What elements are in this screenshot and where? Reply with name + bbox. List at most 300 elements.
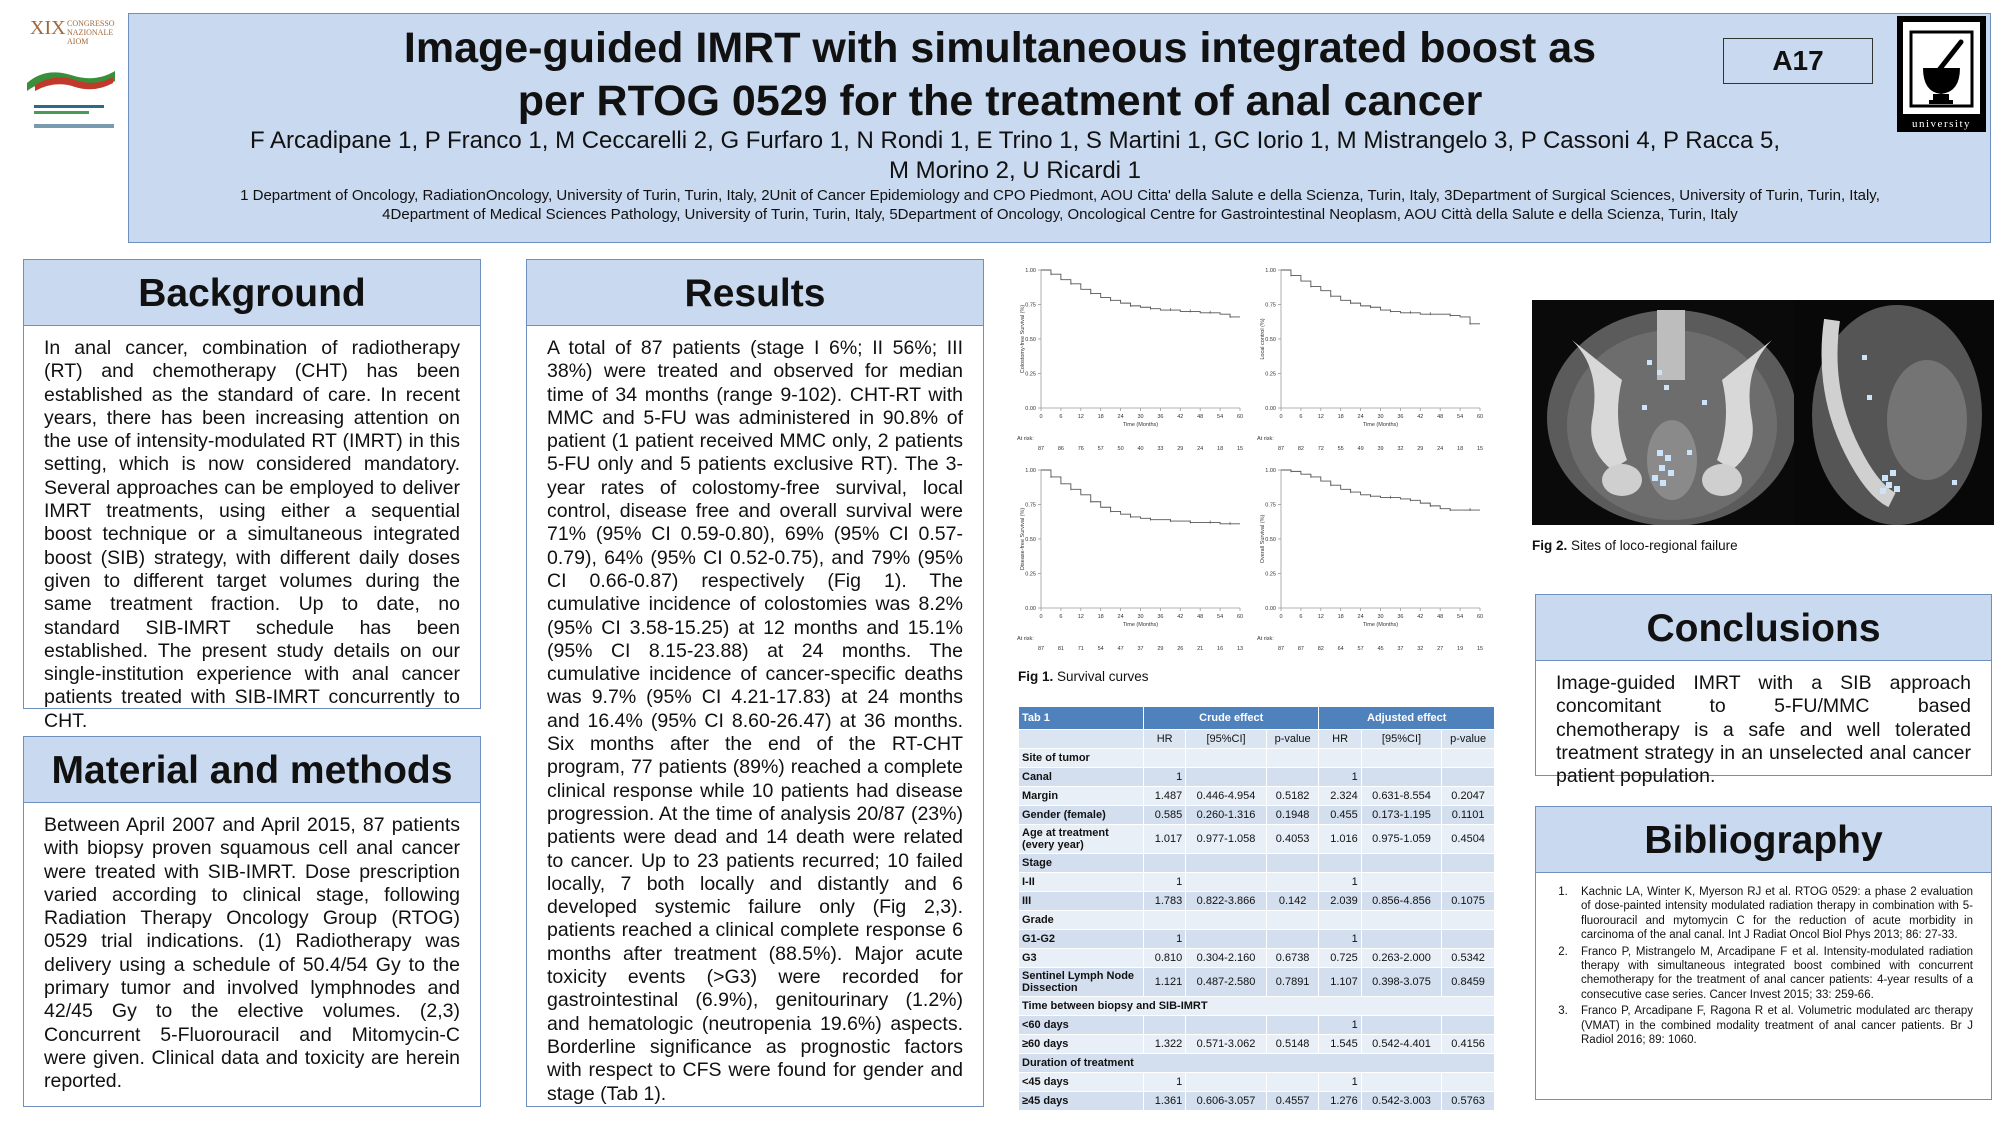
table-row — [1019, 749, 1495, 768]
fig2-label: Fig 2. — [1532, 538, 1568, 553]
at-risk-label: At risk: — [1257, 636, 1274, 642]
table-group-crude: Crude effect — [1144, 707, 1319, 730]
table-subheader: HR — [1144, 730, 1186, 749]
at-risk-count: 21 — [1197, 646, 1204, 652]
table-cell: 0.571-3.062 — [1186, 1035, 1266, 1054]
table-row-label: <60 days — [1019, 1016, 1144, 1035]
table-row-label: Margin — [1019, 787, 1144, 806]
table-cell: 0.5148 — [1266, 1035, 1319, 1054]
table-cell: 0.173-1.195 — [1361, 806, 1441, 825]
at-risk-count: 37 — [1397, 646, 1404, 652]
y-tick-label: 0.50 — [1265, 537, 1276, 543]
conclusions-heading: Conclusions — [1535, 594, 1992, 661]
results-text: A total of 87 patients (stage I 6%; II 56%; III 38%) were treated and observed for median time of 34 months (range 9-102). CHT-RT with MMC and 5-FU was administered in 90.8% of patient (1 patient received MMC only, 2 patients 5-FU only and 5 patients exclusive RT). The 3-year rates of colostomy-free survival, local control, disease free and overall survival were 71% (95% CI 0.59-0.80), 69% (95% CI 0.57-0.79), 64% (95% CI 0.52-0.75), and 79% (95% CI 0.66-0.87) respectively (Fig 1). The cumulative incidence of colostomies was 8.2% (95% CI 3.58-15.25) at 12 months and 15.1% (95% CI 8.15-23.88) at 24 months. The cumulative incidence of cancer-specific deaths was 9.7% (95% CI 4.21-17.83) at 24 months and 16.4% (95% CI 8.60-26.47) at 36 months. Six months after the end of the RT-CHT program, 77 patients (89%) reached a complete clinical response while 10 patients had disease progression. At the time of analysis 20/87 (23%) patients were dead and 14 death were related to cancer. Up to 23 patients recurred; 10 failed locally, 7 both locally and distantly and 6 developed systemic failure only (Fig 2,3). patients reached a clinical complete response 6 months after treatment (88.5%). Major acute toxicity events (>G3) were recorded for gastrointestinal (6.9%), genitourinary (1.2%) and hematologic (neutropenia 19.6%) aspects. Borderline significance as prognostic factors with respect to CFS were found for gender and stage (Tab 1). — [547, 337, 963, 1105]
y-tick-label: 1.00 — [1025, 268, 1036, 274]
methods-heading: Material and methods — [23, 736, 481, 803]
author-list — [230, 126, 1800, 186]
table-group-adjusted: Adjusted effect — [1319, 707, 1495, 730]
at-risk-count: 54 — [1097, 646, 1104, 652]
x-tick-label: 12 — [1077, 414, 1084, 420]
x-axis-label: Time (Months) — [1362, 622, 1399, 628]
km-chart-local-control — [1255, 262, 1495, 462]
table-cell — [1186, 749, 1266, 768]
y-tick-label: 1.00 — [1265, 268, 1276, 274]
x-tick-label: 12 — [1317, 414, 1324, 420]
table-cell — [1442, 1016, 1495, 1035]
x-tick-label: 0 — [1279, 414, 1283, 420]
x-tick-label: 60 — [1236, 414, 1244, 420]
at-risk-count: 24 — [1197, 446, 1204, 452]
table-cell — [1144, 749, 1186, 768]
at-risk-count: 29 — [1177, 446, 1184, 452]
italy-flag-swoosh-icon — [25, 65, 117, 95]
table-cell: 0.260-1.316 — [1186, 806, 1266, 825]
table-cell: 1 — [1319, 1016, 1361, 1035]
at-risk-count: 13 — [1236, 646, 1244, 652]
fig1-caption-text: Survival curves — [1057, 669, 1149, 684]
y-tick-label: 1.00 — [1025, 468, 1036, 474]
x-tick-label: 60 — [1236, 614, 1244, 620]
at-risk-count: 19 — [1457, 646, 1464, 652]
ct-images — [1532, 300, 1994, 525]
table-cell — [1186, 873, 1266, 892]
table-cell: 0.975-1.059 — [1361, 825, 1441, 854]
abstract-code: A17 — [1723, 38, 1873, 84]
table-cell: 0.542-3.003 — [1361, 1092, 1441, 1111]
bibliography-item: 3. Franco P, Arcadipane F, Ragona R et al. Volumetric modulated arc therapy (VMAT) in the combined modality treatment of anal cancer patients. Br J Radiol 2016; 89: 1060. — [1571, 1004, 1973, 1047]
table-body — [1019, 749, 1495, 1111]
table-cell: 1.322 — [1144, 1035, 1186, 1054]
at-risk-count: 15 — [1476, 446, 1484, 452]
y-tick-label: 0.50 — [1265, 337, 1276, 343]
table-cell: 0.606-3.057 — [1186, 1092, 1266, 1111]
table-row — [1019, 854, 1495, 873]
y-tick-label: 0.75 — [1025, 502, 1036, 509]
at-risk-count: 15 — [1236, 446, 1244, 452]
table-cell: 1.487 — [1144, 787, 1186, 806]
y-tick-label: 0.25 — [1265, 371, 1276, 378]
x-tick-label: 42 — [1417, 614, 1424, 620]
congress-logo — [22, 15, 122, 145]
at-risk-count: 32 — [1417, 646, 1424, 652]
at-risk-count: 57 — [1097, 446, 1104, 452]
y-tick-label: 0.50 — [1025, 537, 1036, 543]
conclusions-section — [1535, 661, 1992, 788]
at-risk-count: 33 — [1157, 446, 1164, 452]
table-subheader: [95%CI] — [1361, 730, 1441, 749]
background-heading: Background — [23, 259, 481, 326]
table-cell — [1186, 768, 1266, 787]
table-cell — [1144, 854, 1186, 873]
table-cell: 1 — [1319, 873, 1361, 892]
x-tick-label: 18 — [1097, 614, 1104, 620]
at-risk-label: At risk: — [1257, 436, 1274, 442]
table-cell — [1319, 854, 1361, 873]
x-axis-label: Time (Months) — [1122, 622, 1159, 628]
table-cell: 0.398-3.075 — [1361, 968, 1441, 997]
table-row-label: III — [1019, 892, 1144, 911]
table-cell — [1266, 854, 1319, 873]
at-risk-count: 82 — [1317, 646, 1324, 652]
table-cell: 0.446-4.954 — [1186, 787, 1266, 806]
y-axis-label: Overall Survival (%) — [1260, 514, 1266, 564]
affiliations-line-1: 1 Department of Oncology, RadiationOncology, University of Turin, Turin, Italy, 2Unit of Cancer Epidemiology and CPO Piedmont, AOU Citta' della Salute e della Scienza, Turin, Italy, 3Department of Surgical Sciences, University of Turin, Turin, Italy, — [240, 187, 1880, 204]
x-tick-label: 6 — [1299, 614, 1303, 620]
table-cell: 1 — [1144, 930, 1186, 949]
at-risk-count: 47 — [1117, 646, 1124, 652]
x-tick-label: 0 — [1279, 614, 1283, 620]
table-cell — [1361, 1016, 1441, 1035]
results-section — [526, 326, 984, 1107]
table-row — [1019, 873, 1495, 892]
y-tick-label: 0.25 — [1025, 571, 1036, 578]
mortar-pestle-icon — [1903, 22, 1980, 114]
authors-line-1: F Arcadipane 1, P Franco 1, M Ceccarelli 2, G Furfaro 1, N Rondi 1, E Trino 1, S Martini 1, GC Iorio 1, M Mistrangelo 3, P Cassoni 4, P Racca 5, — [250, 127, 1780, 154]
x-tick-label: 24 — [1117, 414, 1124, 420]
at-risk-count: 45 — [1377, 646, 1384, 652]
at-risk-count: 57 — [1357, 646, 1364, 652]
y-tick-label: 0.75 — [1265, 302, 1276, 309]
km-chart-overall-survival — [1255, 462, 1495, 662]
x-tick-label: 12 — [1077, 614, 1084, 620]
table-row-label: <45 days — [1019, 1073, 1144, 1092]
table-cell — [1442, 854, 1495, 873]
title-line-1: Image-guided IMRT with simultaneous integrated boost as — [403, 24, 1597, 72]
table-cell: 0.4557 — [1266, 1092, 1319, 1111]
table-cell — [1361, 911, 1441, 930]
y-tick-label: 1.00 — [1265, 468, 1276, 474]
table-row-label: Canal — [1019, 768, 1144, 787]
x-tick-label: 42 — [1177, 414, 1184, 420]
table-row — [1019, 1092, 1495, 1111]
x-tick-label: 36 — [1397, 614, 1404, 620]
table-cell: 1.545 — [1319, 1035, 1361, 1054]
x-tick-label: 30 — [1137, 614, 1144, 620]
x-tick-label: 54 — [1217, 414, 1224, 420]
x-tick-label: 12 — [1317, 614, 1324, 620]
table-cell — [1319, 749, 1361, 768]
table-cell: 1 — [1319, 930, 1361, 949]
congress-logo-sublines — [34, 105, 114, 128]
y-axis-label: Colostomy-free Survival (%) — [1020, 304, 1026, 374]
bibliography-item: 2. Franco P, Mistrangelo M, Arcadipane F et al. Intensity-modulated radiation therapy with simultaneous integrated boost combined with concurrent chemotherapy for the treatment of anal cancer patients: 4-year results of a consecutive case series. Cancer Invest 2015; 33: 259-66. — [1571, 945, 1973, 1003]
table-cell: 0.585 — [1144, 806, 1186, 825]
table-cell: 1.016 — [1319, 825, 1361, 854]
x-tick-label: 48 — [1197, 414, 1204, 420]
methods-section — [23, 803, 481, 1107]
at-risk-count: 24 — [1437, 446, 1444, 452]
table-cell — [1186, 930, 1266, 949]
x-tick-label: 48 — [1437, 614, 1444, 620]
table-cell: 1 — [1144, 1073, 1186, 1092]
table-cell — [1361, 1073, 1441, 1092]
table-cell — [1266, 930, 1319, 949]
table-cell — [1186, 854, 1266, 873]
table-cell: 0.977-1.058 — [1186, 825, 1266, 854]
y-tick-label: 0.00 — [1265, 606, 1276, 612]
background-section — [23, 326, 481, 732]
table-row — [1019, 892, 1495, 911]
table-cell — [1442, 930, 1495, 949]
x-tick-label: 36 — [1157, 614, 1164, 620]
at-risk-count: 18 — [1457, 446, 1464, 452]
x-tick-label: 42 — [1417, 414, 1424, 420]
table-cell — [1266, 873, 1319, 892]
y-tick-label: 0.00 — [1265, 406, 1276, 412]
background-text: In anal cancer, combination of radiotherapy (RT) and chemotherapy (CHT) has been established as the standard of care. In recent years, there has been increasing attention on the use of intensity-modulated RT (IMRT) in this setting, which is now considered mandatory. Several approaches can be employed to deliver IMRT treatments, using either a sequential boost technique or a simultaneous integrated boost (SIB) strategy, with different daily doses given to different target volumes during the same treatment fraction. Up to date, no standard SIB-IMRT schedule has been established. The present study details on our single-institution experience with anal cancer patients treated with SIB-IMRT concurrently to CHT. — [44, 337, 460, 732]
table-cell: 0.1075 — [1442, 892, 1495, 911]
at-risk-count: 18 — [1217, 446, 1224, 452]
table-cell — [1442, 749, 1495, 768]
table-row-label: Gender (female) — [1019, 806, 1144, 825]
fig2-caption — [1532, 538, 1738, 553]
table-cell: 0.2047 — [1442, 787, 1495, 806]
table-cell: 0.4504 — [1442, 825, 1495, 854]
y-tick-label: 0.00 — [1025, 606, 1036, 612]
x-tick-label: 30 — [1137, 414, 1144, 420]
x-tick-label: 6 — [1059, 414, 1063, 420]
at-risk-count: 32 — [1397, 446, 1404, 452]
poster-title — [300, 22, 1700, 128]
at-risk-count: 87 — [1037, 446, 1045, 452]
table-cell: 0.487-2.580 — [1186, 968, 1266, 997]
table-cell: 0.455 — [1319, 806, 1361, 825]
table-cell: 0.5763 — [1442, 1092, 1495, 1111]
x-tick-label: 36 — [1397, 414, 1404, 420]
table-cell: 0.4156 — [1442, 1035, 1495, 1054]
results-heading: Results — [526, 259, 984, 326]
at-risk-count: 55 — [1337, 446, 1344, 452]
table-cell: 2.324 — [1319, 787, 1361, 806]
table-cell — [1186, 1073, 1266, 1092]
x-tick-label: 42 — [1177, 614, 1184, 620]
table-caption: Tab 1 — [1019, 707, 1144, 730]
table-row — [1019, 968, 1495, 997]
table-row — [1019, 949, 1495, 968]
x-tick-label: 54 — [1217, 614, 1224, 620]
at-risk-count: 82 — [1297, 446, 1304, 452]
table-cell: 1 — [1319, 768, 1361, 787]
table-cell — [1442, 768, 1495, 787]
y-tick-label: 0.75 — [1265, 502, 1276, 509]
table-cell — [1361, 749, 1441, 768]
table-cell: 2.039 — [1319, 892, 1361, 911]
table-row-label: Site of tumor — [1019, 749, 1144, 768]
y-tick-label: 0.25 — [1265, 571, 1276, 578]
x-tick-label: 24 — [1357, 614, 1364, 620]
x-tick-label: 6 — [1299, 414, 1303, 420]
ct-scan-image — [1532, 300, 1994, 525]
at-risk-count: 87 — [1037, 646, 1045, 652]
affiliations — [160, 186, 1960, 224]
table-cell — [1361, 873, 1441, 892]
table-cell: 0.631-8.554 — [1361, 787, 1441, 806]
table-row-label: Time between biopsy and SIB-IMRT — [1019, 997, 1495, 1016]
x-axis-label: Time (Months) — [1122, 422, 1159, 428]
table-cell: 0.542-4.401 — [1361, 1035, 1441, 1054]
y-axis-label: Local control (%) — [1260, 318, 1266, 360]
table-cell: 0.1948 — [1266, 806, 1319, 825]
table-cell — [1266, 749, 1319, 768]
table-row-label: I-II — [1019, 873, 1144, 892]
table-row-label: Age at treatment (every year) — [1019, 825, 1144, 854]
table-subheader: [95%CI] — [1186, 730, 1266, 749]
table-cell: 0.725 — [1319, 949, 1361, 968]
university-logo-word: university — [1912, 118, 1971, 130]
table-cell: 0.5182 — [1266, 787, 1319, 806]
table-cell — [1361, 854, 1441, 873]
at-risk-count: 64 — [1337, 646, 1344, 652]
table-row — [1019, 930, 1495, 949]
at-risk-count: 50 — [1117, 446, 1124, 452]
congress-logo-text: CONGRESSO NAZIONALE AIOM — [67, 19, 115, 46]
bibliography-section — [1535, 873, 1992, 1100]
table-cell: 0.1101 — [1442, 806, 1495, 825]
table-cell — [1266, 911, 1319, 930]
table-row — [1019, 1073, 1495, 1092]
x-tick-label: 24 — [1117, 614, 1124, 620]
table-row — [1019, 997, 1495, 1016]
affiliations-line-2: 4Department of Medical Sciences Pathology, University of Turin, Turin, Italy, 5Department of Oncology, Oncological Centre for Gastrointestinal Neoplasm, AOU Città della Salute e della Scienza, Turin, Italy — [382, 206, 1738, 223]
table-row-label: Grade — [1019, 911, 1144, 930]
km-chart-colostomy-free — [1015, 262, 1255, 462]
at-risk-count: 81 — [1057, 646, 1064, 652]
at-risk-count: 37 — [1137, 646, 1144, 652]
table-cell: 0.810 — [1144, 949, 1186, 968]
table-cell — [1266, 768, 1319, 787]
table-row — [1019, 787, 1495, 806]
table-row-label: Stage — [1019, 854, 1144, 873]
survival-curve — [1041, 270, 1240, 317]
at-risk-label: At risk: — [1017, 636, 1034, 642]
x-tick-label: 18 — [1097, 414, 1104, 420]
table-row — [1019, 911, 1495, 930]
table-cell: 0.822-3.866 — [1186, 892, 1266, 911]
table-subheader-blank — [1019, 730, 1144, 749]
table-cell: 1 — [1144, 873, 1186, 892]
x-tick-label: 0 — [1039, 414, 1043, 420]
x-tick-label: 60 — [1476, 614, 1484, 620]
at-risk-count: 87 — [1277, 446, 1285, 452]
at-risk-count: 86 — [1057, 446, 1064, 452]
table-cell: 0.7891 — [1266, 968, 1319, 997]
table-cell — [1266, 1016, 1319, 1035]
x-tick-label: 6 — [1059, 614, 1063, 620]
table-cell — [1186, 1016, 1266, 1035]
x-tick-label: 54 — [1457, 614, 1464, 620]
y-tick-label: 0.75 — [1025, 302, 1036, 309]
table-cell: 1.017 — [1144, 825, 1186, 854]
y-tick-label: 0.25 — [1025, 371, 1036, 378]
table-cell: 1.276 — [1319, 1092, 1361, 1111]
y-tick-label: 0.50 — [1025, 337, 1036, 343]
at-risk-count: 16 — [1217, 646, 1224, 652]
bibliography-item: 1. Kachnic LA, Winter K, Myerson RJ et al. RTOG 0529: a phase 2 evaluation of dose-painted intensity modulated radiation therapy in combination with 5-fluorouracil and mytomycin C for the reduction of acute morbidity in carcinoma of the anal canal. Int J Radiat Oncol Biol Phys 2013; 86: 27-33. — [1571, 885, 1973, 943]
km-chart-disease-free — [1015, 462, 1255, 662]
authors-line-2: M Morino 2, U Ricardi 1 — [888, 157, 1142, 184]
table-cell: 1.783 — [1144, 892, 1186, 911]
conclusions-text: Image-guided IMRT with a SIB approach concomitant to 5-FU/MMC based chemotherapy is a safe and well tolerated treatment strategy in an unselected anal cancer patient population. — [1556, 672, 1971, 788]
x-tick-label: 24 — [1357, 414, 1364, 420]
table-row-label: G1-G2 — [1019, 930, 1144, 949]
table-cell: 0.304-2.160 — [1186, 949, 1266, 968]
table-cell — [1144, 911, 1186, 930]
at-risk-count: 87 — [1277, 646, 1285, 652]
table-row-label: ≥60 days — [1019, 1035, 1144, 1054]
x-tick-label: 48 — [1437, 414, 1444, 420]
title-line-2: per RTOG 0529 for the treatment of anal cancer — [517, 77, 1483, 125]
table-cell: 0.6738 — [1266, 949, 1319, 968]
x-axis-label: Time (Months) — [1362, 422, 1399, 428]
survival-curve — [1041, 470, 1240, 524]
table-subheader: p-value — [1442, 730, 1495, 749]
at-risk-count: 26 — [1177, 646, 1184, 652]
congress-logo-number: XIX — [30, 17, 66, 39]
at-risk-count: 29 — [1157, 646, 1164, 652]
table-cell — [1442, 1073, 1495, 1092]
fig1-label: Fig 1. — [1018, 669, 1054, 684]
methods-text: Between April 2007 and April 2015, 87 patients with biopsy proven squamous cell anal cancer were treated with SIB-IMRT. Dose prescription varied according to clinical stage, following Radiation Therapy Oncology Group (RTOG) 0529 trial indications. (1) Radiotherapy was delivery using a schedule of 50.4/54 Gy to the primary tumor and involved lymphnodes and 42/45 Gy to the elective volumes. (2,3) Concurrent 5-Fluorouracil and Mitomycin-C were given. Clinical data and toxicity are herein reported. — [44, 814, 460, 1093]
table-row — [1019, 1035, 1495, 1054]
table-cell — [1442, 911, 1495, 930]
y-axis-label: Disease-free Survival (%) — [1020, 507, 1026, 571]
x-tick-label: 54 — [1457, 414, 1464, 420]
regression-table — [1018, 706, 1495, 1111]
table-cell: 0.5342 — [1442, 949, 1495, 968]
table-cell: 0.142 — [1266, 892, 1319, 911]
at-risk-count: 76 — [1077, 446, 1084, 452]
y-tick-label: 0.00 — [1025, 406, 1036, 412]
x-tick-label: 60 — [1476, 414, 1484, 420]
table-cell: 1.361 — [1144, 1092, 1186, 1111]
table-cell: 0.4053 — [1266, 825, 1319, 854]
at-risk-count: 71 — [1077, 646, 1084, 652]
table-row — [1019, 1016, 1495, 1035]
table-cell — [1186, 911, 1266, 930]
table-row-label: Duration of treatment — [1019, 1054, 1495, 1073]
table-cell: 0.856-4.856 — [1361, 892, 1441, 911]
table-cell — [1266, 1073, 1319, 1092]
table-cell: 0.8459 — [1442, 968, 1495, 997]
table-row-label: Sentinel Lymph Node Dissection — [1019, 968, 1144, 997]
table-cell — [1361, 930, 1441, 949]
table-subheader: HR — [1319, 730, 1361, 749]
x-tick-label: 18 — [1337, 414, 1344, 420]
table-cell — [1144, 1016, 1186, 1035]
x-tick-label: 30 — [1377, 614, 1384, 620]
at-risk-label: At risk: — [1017, 436, 1034, 442]
at-risk-count: 39 — [1377, 446, 1384, 452]
x-tick-label: 30 — [1377, 414, 1384, 420]
x-tick-label: 18 — [1337, 614, 1344, 620]
table-cell: 1.107 — [1319, 968, 1361, 997]
x-tick-label: 0 — [1039, 614, 1043, 620]
x-tick-label: 48 — [1197, 614, 1204, 620]
table-row — [1019, 1054, 1495, 1073]
table-cell — [1442, 873, 1495, 892]
at-risk-count: 40 — [1137, 446, 1144, 452]
at-risk-count: 29 — [1417, 446, 1424, 452]
table-row — [1019, 768, 1495, 787]
table-row-label: ≥45 days — [1019, 1092, 1144, 1111]
at-risk-count: 15 — [1476, 646, 1484, 652]
at-risk-count: 27 — [1437, 646, 1444, 652]
fig1-caption — [1018, 669, 1149, 684]
university-logo — [1897, 16, 1986, 132]
table-cell: 0.263-2.000 — [1361, 949, 1441, 968]
table-cell: 1 — [1319, 1073, 1361, 1092]
x-tick-label: 36 — [1157, 414, 1164, 420]
